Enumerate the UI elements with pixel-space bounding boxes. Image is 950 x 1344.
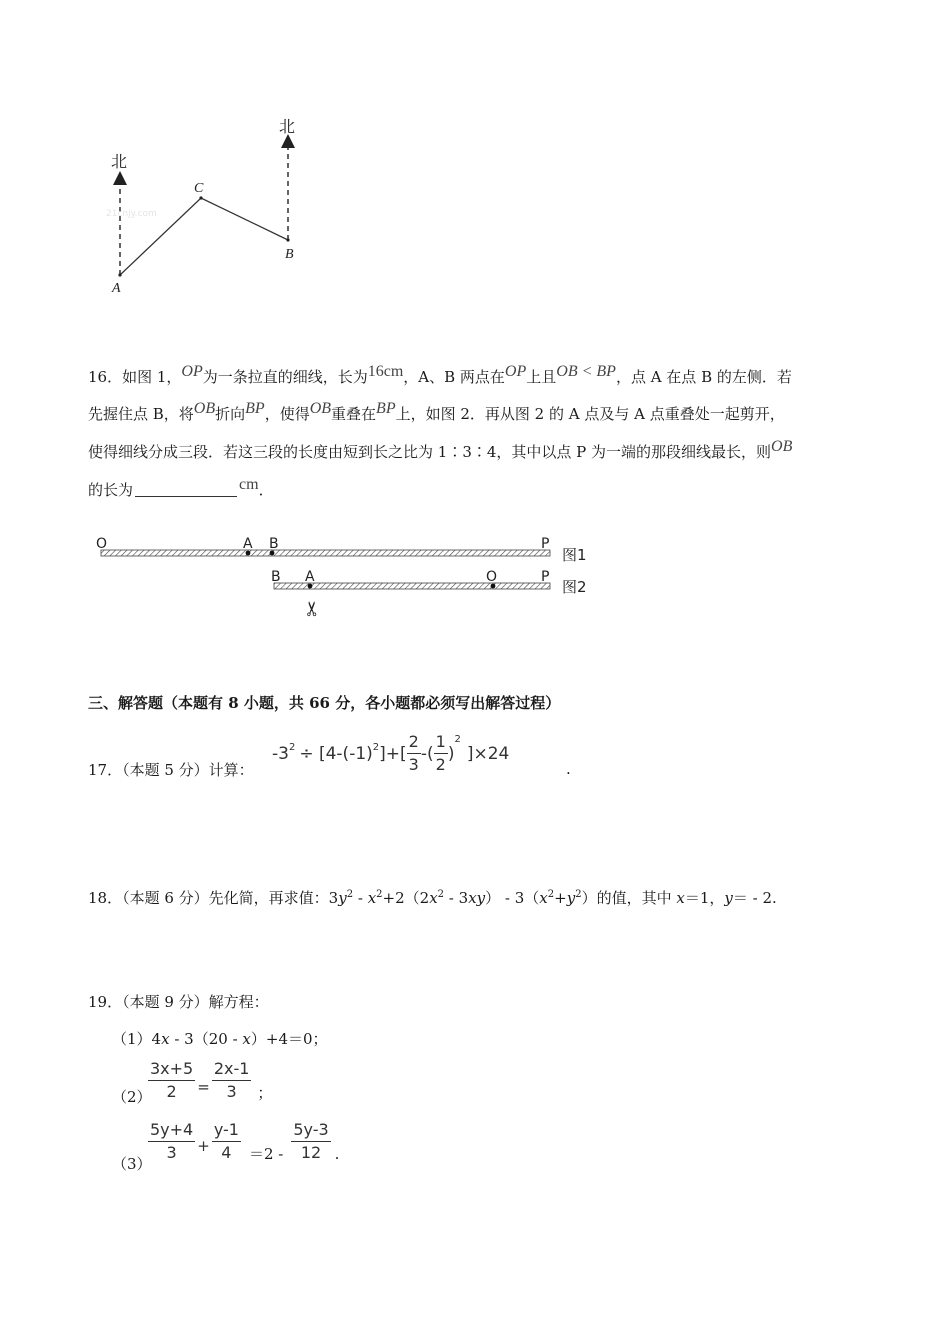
thread-fig2 <box>274 583 550 589</box>
q16-number: 16．如图 1， <box>88 368 182 386</box>
q18-text: ＝ - 2. <box>732 889 777 907</box>
q16-text: 为一条拉直的细线，长为 <box>202 368 368 386</box>
denominator: 3 <box>408 755 419 774</box>
sup: 2 <box>575 889 582 900</box>
fraction-2-3 <box>407 732 421 775</box>
q16-text: 上，如图 2．再从图 2 的 A 点及与 A 点重叠处一起剪开， <box>395 405 785 423</box>
expr-part: ]+[ <box>379 743 407 764</box>
north-label-left: 北 <box>111 152 128 171</box>
math-ob: OB <box>309 400 332 417</box>
var: x <box>676 889 685 907</box>
thread-figure <box>88 532 608 617</box>
scissors-icon: ✂ <box>300 600 324 617</box>
q18-text: 18．（本题 6 分）先化简，再求值：3 <box>88 889 339 907</box>
numerator: 1 <box>434 732 448 754</box>
var: xy <box>468 889 486 907</box>
q16-text: 先握住点 B，将 <box>88 405 194 423</box>
point-label-a: A <box>112 281 121 296</box>
q16-text: ． <box>258 481 274 499</box>
q16-text: 折向 <box>215 405 246 423</box>
numerator: y-1 <box>212 1120 241 1142</box>
section-3-heading: 三、解答题（本题有 8 小题，共 66 分，各小题都必须写出解答过程） <box>88 694 561 712</box>
q16-text: 重叠在 <box>331 405 377 423</box>
q18-text: - 3 <box>444 889 469 907</box>
math-unit: cm <box>239 476 259 493</box>
var: x <box>161 1030 170 1048</box>
fraction <box>291 1120 330 1163</box>
math-length: 16cm <box>367 363 404 380</box>
math-bp: BP <box>376 400 396 417</box>
fig1-label-p: P <box>541 536 550 552</box>
expr-sup: 2 <box>288 742 296 753</box>
sup: 2 <box>346 889 354 900</box>
fig2-caption: 图2 <box>562 578 587 596</box>
q17-expression <box>272 732 509 775</box>
q16-line-1 <box>88 363 792 388</box>
math-op: OP <box>504 363 527 380</box>
var: x <box>539 889 548 907</box>
expr-part: -3 <box>272 743 289 764</box>
fig1-label-b: B <box>269 536 279 552</box>
q19-text: ）+4＝0； <box>250 1030 328 1048</box>
q16-line-2 <box>88 400 785 425</box>
q19-part-3-equation <box>148 1120 339 1163</box>
var: x <box>242 1030 251 1048</box>
var: x <box>429 889 438 907</box>
denominator: 12 <box>300 1143 322 1162</box>
sup: 2 <box>376 889 383 900</box>
math-ob: OB <box>771 438 793 455</box>
q18-text: ） - 3（ <box>485 889 540 907</box>
fraction <box>148 1120 195 1163</box>
fraction-1-2 <box>434 732 448 775</box>
expr-part: ) <box>447 743 455 764</box>
q16-text: 的长为 <box>88 481 134 499</box>
numerator: 2x-1 <box>212 1059 252 1081</box>
fraction <box>212 1120 241 1163</box>
answer-blank[interactable] <box>135 482 237 497</box>
thread-fig1 <box>101 550 550 556</box>
q16-text: ，点 A 在点 B 的左侧．若 <box>615 368 792 386</box>
q16-text: ，A、B 两点在 <box>403 368 505 386</box>
q19-text: ＝2 - <box>248 1145 284 1163</box>
q19-part-3-label: （3） <box>112 1155 152 1173</box>
q18-text: - <box>353 889 368 907</box>
fig2-label-a: A <box>305 569 315 585</box>
north-label-right: 北 <box>279 117 296 136</box>
numerator: 5y-3 <box>291 1120 330 1142</box>
fraction <box>212 1059 252 1102</box>
math-ob: OB <box>193 400 216 417</box>
q16-text: 使得细线分成三段．若这三段的长度由短到长之比为 1∶3∶4，其中以点 P 为一端的那段细线最长，则 <box>88 443 772 461</box>
q16-text: 上且 <box>526 368 557 386</box>
var: y <box>724 889 733 907</box>
sup: 2 <box>437 889 445 900</box>
q19-text: （1）4 <box>112 1030 162 1048</box>
sup: 2 <box>547 889 555 900</box>
fig1-label-o: O <box>96 536 108 552</box>
numerator: 3x+5 <box>148 1059 195 1081</box>
point-b <box>286 238 289 241</box>
expr-part: -( <box>420 743 434 764</box>
numerator: 2 <box>407 732 421 754</box>
denominator: 3 <box>166 1143 177 1162</box>
fraction <box>148 1059 195 1102</box>
q18-text: ）的值，其中 <box>581 889 677 907</box>
q18-text: ＝1， <box>684 889 725 907</box>
q17-label: 17．（本题 5 分）计算： <box>88 761 254 779</box>
q19-text: ； <box>257 1084 273 1102</box>
fig2-label-p: P <box>541 569 550 585</box>
plus-sign: + <box>197 1136 210 1155</box>
q19-text: . <box>334 1144 340 1163</box>
expr-sup: 2 <box>454 734 461 745</box>
math-bp: BP <box>245 400 265 417</box>
q18-line <box>88 885 777 908</box>
denominator: 3 <box>226 1082 237 1101</box>
fig1-caption: 图1 <box>562 546 587 564</box>
fig2-label-o: O <box>486 569 498 585</box>
var: x <box>367 889 377 907</box>
q18-text: +2（2 <box>382 889 430 907</box>
expr-sup: 2 <box>372 742 380 753</box>
q19-part-1 <box>112 1028 328 1049</box>
var: y <box>338 889 347 907</box>
expr-part: ]×24 <box>466 743 510 764</box>
q17-end: . <box>566 760 571 778</box>
math-op: OP <box>181 363 203 380</box>
compass-figure <box>100 110 320 305</box>
q18-text: + <box>554 889 567 907</box>
var: y <box>566 889 576 907</box>
q16-line-3 <box>88 438 793 463</box>
denominator: 2 <box>435 755 446 774</box>
equals-sign: = <box>197 1077 210 1096</box>
q16-text: ，使得 <box>264 405 310 423</box>
q19-text: - 3（20 - <box>169 1030 243 1048</box>
point-a <box>118 273 121 276</box>
q19-label: 19．（本题 9 分）解方程： <box>88 993 269 1011</box>
watermark: 21cnjy.com <box>106 209 157 219</box>
point-label-b: B <box>285 247 294 262</box>
q19-part-2-label: （2） <box>112 1088 152 1106</box>
math-inequality: OB < BP <box>556 363 616 380</box>
q16-line-4 <box>88 476 274 501</box>
numerator: 5y+4 <box>148 1120 195 1142</box>
fig2-label-b: B <box>271 569 281 585</box>
expr-part: ÷ [4-(-1) <box>299 743 373 764</box>
point-label-c: C <box>194 181 204 196</box>
point-c <box>199 196 202 199</box>
q19-part-2-equation <box>148 1059 272 1102</box>
denominator: 2 <box>166 1082 177 1101</box>
denominator: 4 <box>221 1143 232 1162</box>
fig1-label-a: A <box>243 536 253 552</box>
